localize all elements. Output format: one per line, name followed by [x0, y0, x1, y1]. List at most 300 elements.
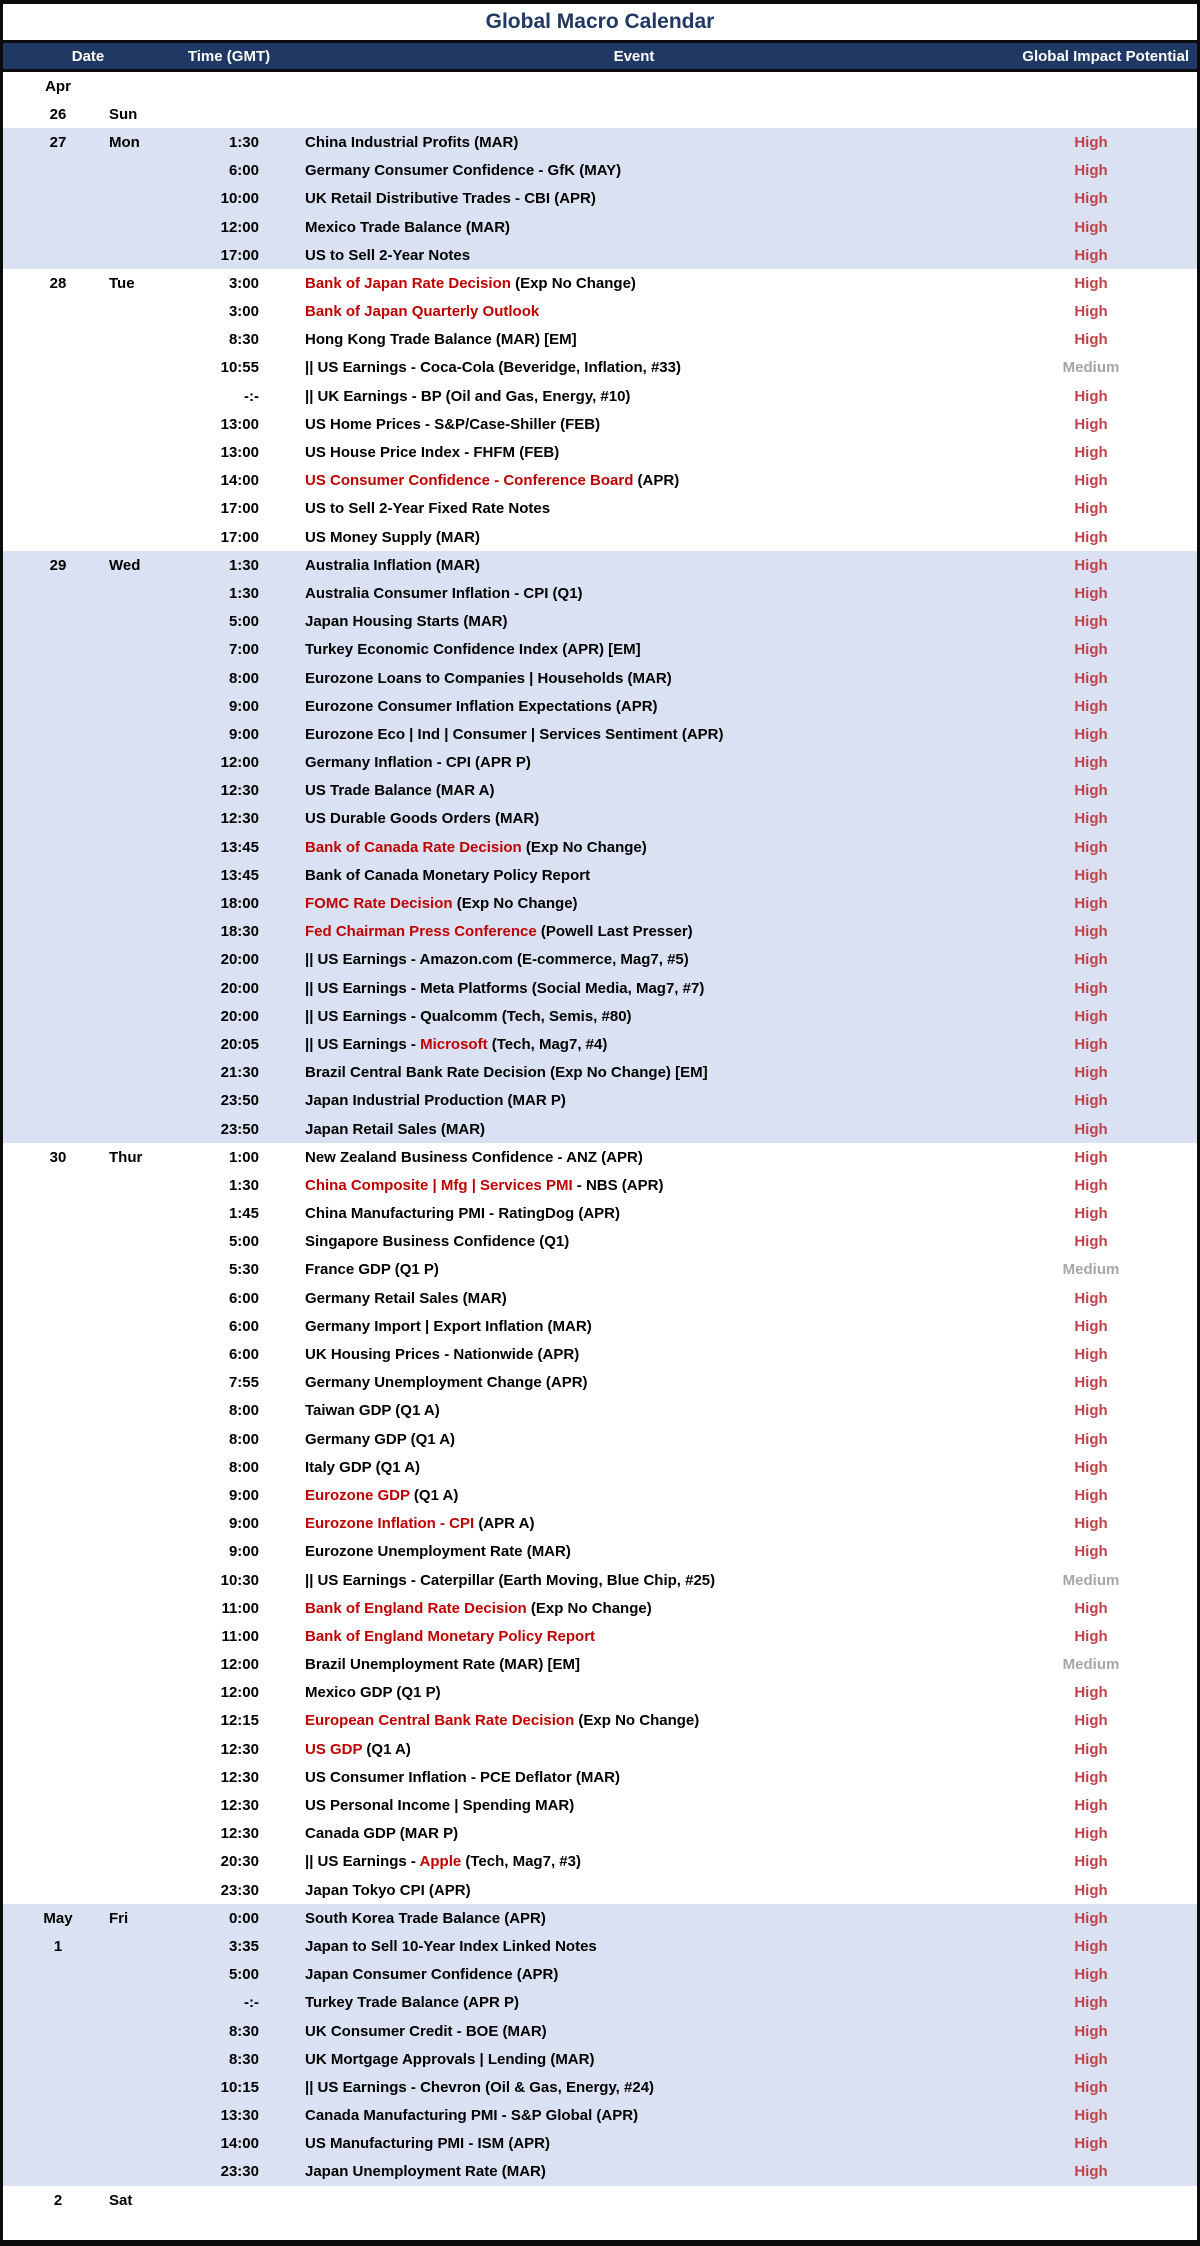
impact-cell: High — [1074, 1599, 1108, 1617]
impact-cell: High — [1074, 1825, 1108, 1843]
time-cell: 13:00 — [220, 444, 259, 462]
event-cell — [305, 190, 993, 207]
event-cell — [305, 1853, 993, 1870]
event-text: (Exp No Change) — [574, 1712, 700, 1730]
event-text: France GDP (Q1 P) — [305, 1261, 439, 1279]
impact-cell: High — [1074, 472, 1108, 490]
time-cell: 17:00 — [220, 246, 259, 264]
event-cell — [305, 1402, 993, 1419]
table-row — [3, 213, 1197, 241]
event-cell — [305, 2051, 993, 2068]
time-cell: 10:30 — [220, 1571, 259, 1589]
time-cell: 1:30 — [228, 133, 259, 151]
impact-cell: High — [1074, 697, 1108, 715]
impact-cell: High — [1074, 387, 1108, 405]
impact-cell: High — [1074, 979, 1108, 997]
table-row — [3, 410, 1197, 438]
event-cell — [305, 1261, 993, 1278]
date-cell: 28 — [49, 274, 67, 292]
table-row — [3, 1340, 1197, 1368]
table-row — [3, 1453, 1197, 1481]
time-cell: 8:00 — [228, 669, 259, 687]
time-cell: 17:00 — [220, 500, 259, 518]
event-text: Brazil Unemployment Rate (MAR) [EM] — [305, 1656, 581, 1674]
event-text: China Industrial Profits (MAR) — [305, 133, 519, 151]
event-cell — [305, 162, 993, 179]
table-row — [3, 833, 1197, 861]
event-cell — [305, 1515, 993, 1532]
table-row — [3, 1876, 1197, 1904]
event-cell — [305, 303, 993, 320]
event-text: Italy GDP (Q1 A) — [305, 1458, 421, 1476]
time-cell: 11:00 — [221, 1627, 259, 1645]
time-cell: 3:35 — [228, 1937, 259, 1955]
time-cell: 8:30 — [228, 2022, 259, 2040]
event-cell — [305, 754, 993, 771]
event-cell — [305, 951, 993, 968]
table-row — [3, 523, 1197, 551]
impact-cell: High — [1074, 303, 1108, 321]
impact-cell: High — [1074, 218, 1108, 236]
event-text: || US Earnings - Qualcomm (Tech, Semis, #80) — [305, 1007, 632, 1025]
impact-cell: High — [1074, 1233, 1108, 1251]
event-text: Japan Industrial Production (MAR P) — [305, 1092, 566, 1110]
event-cell — [305, 1938, 993, 1955]
impact-cell: High — [1074, 1205, 1108, 1223]
impact-cell: High — [1074, 951, 1108, 969]
event-cell — [305, 1712, 993, 1729]
time-cell: 6:00 — [228, 1317, 259, 1335]
day-cell: Mon — [109, 133, 140, 151]
impact-cell: High — [1074, 641, 1108, 659]
impact-cell: High — [1074, 866, 1108, 884]
event-cell — [305, 1290, 993, 1307]
event-cell — [305, 1741, 993, 1758]
impact-cell: High — [1074, 895, 1108, 913]
event-cell — [305, 1882, 993, 1899]
event-text: US Home Prices - S&P/Case-Shiller (FEB) — [305, 415, 601, 433]
impact-cell: High — [1074, 1994, 1108, 2012]
date-cell: 30 — [49, 1148, 67, 1166]
table-row — [3, 1002, 1197, 1030]
impact-cell: High — [1074, 1797, 1108, 1815]
event-cell — [305, 331, 993, 348]
event-text: || US Earnings - Caterpillar (Earth Moving, Blue Chip, #25) — [305, 1571, 716, 1589]
event-text-highlighted: Bank of Japan Rate Decision — [305, 274, 511, 292]
event-cell — [305, 1064, 993, 1081]
impact-cell: High — [1074, 2022, 1108, 2040]
event-text: Eurozone Consumer Inflation Expectations (APR) — [305, 697, 658, 715]
event-cell — [305, 247, 993, 264]
event-text: || US Earnings - — [305, 1035, 421, 1053]
impact-cell: High — [1074, 190, 1108, 208]
time-cell: 21:30 — [220, 1064, 259, 1082]
event-cell — [305, 444, 993, 461]
event-cell — [305, 134, 993, 151]
event-text: Japan Unemployment Rate (MAR) — [305, 2163, 546, 2181]
impact-cell: High — [1074, 1853, 1108, 1871]
table-row — [3, 1200, 1197, 1228]
impact-cell: High — [1074, 1148, 1108, 1166]
time-cell: 5:00 — [228, 1966, 259, 1984]
impact-cell: High — [1074, 444, 1108, 462]
event-cell — [305, 1036, 993, 1053]
time-cell: 20:05 — [220, 1035, 259, 1053]
impact-cell: High — [1074, 838, 1108, 856]
event-text: Mexico GDP (Q1 P) — [305, 1684, 441, 1702]
event-cell — [305, 1994, 993, 2011]
event-cell — [305, 980, 993, 997]
event-text: UK Housing Prices - Nationwide (APR) — [305, 1346, 580, 1364]
event-cell — [305, 1825, 993, 1842]
table-row — [3, 664, 1197, 692]
table-row — [3, 495, 1197, 523]
event-text: US Consumer Inflation - PCE Deflator (MAR) — [305, 1768, 621, 1786]
table-row — [3, 1932, 1197, 1960]
time-cell: 3:00 — [228, 274, 259, 292]
table-row — [3, 1848, 1197, 1876]
impact-cell: High — [1074, 162, 1108, 180]
impact-cell: High — [1074, 1346, 1108, 1364]
table-row — [3, 692, 1197, 720]
time-cell: 14:00 — [220, 472, 259, 490]
table-row — [3, 1228, 1197, 1256]
column-header-impact: Global Impact Potential — [1022, 47, 1189, 65]
time-cell: 6:00 — [228, 1346, 259, 1364]
impact-cell: High — [1074, 2078, 1108, 2096]
impact-cell: High — [1074, 1374, 1108, 1392]
event-text: (Exp No Change) — [452, 895, 578, 913]
event-text: Eurozone Eco | Ind | Consumer | Services Sentiment (APR) — [305, 725, 724, 743]
event-cell — [305, 2135, 993, 2152]
date-cell: May — [43, 1909, 73, 1927]
event-text: Taiwan GDP (Q1 A) — [305, 1402, 440, 1420]
event-text: Germany Unemployment Change (APR) — [305, 1374, 588, 1392]
event-cell — [305, 1008, 993, 1025]
event-text: Japan to Sell 10-Year Index Linked Notes — [305, 1937, 597, 1955]
event-text: US to Sell 2-Year Notes — [305, 246, 471, 264]
table-row — [3, 467, 1197, 495]
table-row — [3, 1961, 1197, 1989]
event-text: US Durable Goods Orders (MAR) — [305, 810, 540, 828]
event-cell — [305, 839, 993, 856]
column-header-date: Date — [71, 47, 105, 65]
event-text: (Exp No Change) — [521, 838, 647, 856]
time-cell: 18:00 — [220, 895, 259, 913]
event-text: (Q1 A) — [409, 1486, 459, 1504]
event-text: (Exp No Change) — [526, 1599, 652, 1617]
table-row — [3, 1820, 1197, 1848]
event-text: UK Retail Distributive Trades - CBI (APR) — [305, 190, 596, 208]
table-row — [3, 2186, 1197, 2214]
event-cell — [305, 1346, 993, 1363]
time-cell: -:- — [244, 387, 259, 405]
table-row — [3, 1538, 1197, 1566]
event-text-highlighted: Bank of England Monetary Policy Report — [305, 1627, 596, 1645]
date-cell: 1 — [53, 1937, 63, 1955]
event-text: UK Mortgage Approvals | Lending (MAR) — [305, 2050, 595, 2068]
event-text-highlighted: FOMC Rate Decision — [305, 895, 453, 913]
event-text: South Korea Trade Balance (APR) — [305, 1909, 546, 1927]
event-cell — [305, 500, 993, 517]
time-cell: 1:30 — [228, 1176, 259, 1194]
impact-cell: High — [1074, 584, 1108, 602]
event-cell — [305, 923, 993, 940]
impact-cell: High — [1074, 1486, 1108, 1504]
event-cell — [305, 895, 993, 912]
impact-cell: High — [1074, 2135, 1108, 2153]
table-row — [3, 1059, 1197, 1087]
event-cell — [305, 585, 993, 602]
time-cell: 6:00 — [228, 1289, 259, 1307]
time-cell: 13:45 — [220, 866, 259, 884]
time-cell: 12:00 — [220, 1684, 259, 1702]
event-cell — [305, 613, 993, 630]
time-cell: 23:50 — [220, 1092, 259, 1110]
table-row — [3, 1735, 1197, 1763]
event-text-highlighted: China Composite | Mfg | Services PMI — [305, 1176, 573, 1194]
event-cell — [305, 1233, 993, 1250]
time-cell: 9:00 — [228, 1486, 259, 1504]
event-cell — [305, 1121, 993, 1138]
event-text: || UK Earnings - BP (Oil and Gas, Energy, #10) — [305, 387, 631, 405]
time-cell: 20:00 — [220, 1007, 259, 1025]
table-row — [3, 269, 1197, 297]
time-cell: 1:30 — [228, 584, 259, 602]
event-text: Canada GDP (MAR P) — [305, 1825, 459, 1843]
impact-cell: High — [1074, 274, 1108, 292]
time-cell: 12:00 — [220, 754, 259, 772]
time-cell: 18:30 — [220, 923, 259, 941]
time-cell: 12:30 — [220, 1768, 259, 1786]
impact-cell: High — [1074, 1627, 1108, 1645]
event-text: (APR) — [633, 472, 680, 490]
column-header-event: Event — [613, 47, 655, 65]
calendar-rows — [3, 72, 1197, 2214]
table-row — [3, 2073, 1197, 2101]
table-row — [3, 1115, 1197, 1143]
event-cell — [305, 1149, 993, 1166]
table-row — [3, 2017, 1197, 2045]
table-row — [3, 1312, 1197, 1340]
table-row — [3, 1171, 1197, 1199]
table-row — [3, 1904, 1197, 1932]
date-cell: 2 — [53, 2191, 63, 2209]
event-text: - NBS (APR) — [572, 1176, 664, 1194]
table-row — [3, 946, 1197, 974]
impact-cell: High — [1074, 782, 1108, 800]
time-cell: 20:00 — [220, 951, 259, 969]
time-cell: 5:30 — [228, 1261, 259, 1279]
event-text: Turkey Economic Confidence Index (APR) [EM] — [305, 641, 641, 659]
table-row — [3, 438, 1197, 466]
time-cell: 10:15 — [220, 2078, 259, 2096]
event-cell — [305, 810, 993, 827]
event-text-highlighted: Eurozone Inflation - CPI — [305, 1515, 475, 1533]
event-text: Mexico Trade Balance (MAR) — [305, 218, 511, 236]
impact-cell: High — [1074, 2107, 1108, 2125]
table-row — [3, 1481, 1197, 1509]
time-cell: 8:00 — [228, 1430, 259, 1448]
impact-cell: Medium — [1062, 1656, 1120, 1674]
event-cell — [305, 557, 993, 574]
time-cell: 6:00 — [228, 162, 259, 180]
table-row — [3, 1087, 1197, 1115]
date-cell: 27 — [49, 133, 67, 151]
event-text: US Money Supply (MAR) — [305, 528, 480, 546]
time-cell: 5:00 — [228, 1233, 259, 1251]
event-text: US Personal Income | Spending MAR) — [305, 1797, 575, 1815]
event-cell — [305, 782, 993, 799]
table-row — [3, 918, 1197, 946]
event-cell — [305, 726, 993, 743]
impact-cell: High — [1074, 1176, 1108, 1194]
event-text: || US Earnings - Chevron (Oil & Gas, Energy, #24) — [305, 2078, 655, 2096]
impact-cell: High — [1074, 1684, 1108, 1702]
table-row — [3, 749, 1197, 777]
time-cell: 10:55 — [220, 359, 259, 377]
event-text: Brazil Central Bank Rate Decision (Exp No Change) [EM] — [305, 1064, 708, 1082]
table-row — [3, 1679, 1197, 1707]
table-row — [3, 100, 1197, 128]
impact-cell: High — [1074, 1712, 1108, 1730]
table-row — [3, 298, 1197, 326]
time-cell: 13:00 — [220, 415, 259, 433]
event-text: Germany Retail Sales (MAR) — [305, 1289, 507, 1307]
impact-cell: Medium — [1062, 1571, 1120, 1589]
event-cell — [305, 472, 993, 489]
impact-cell: High — [1074, 500, 1108, 518]
table-row — [3, 2102, 1197, 2130]
event-text-highlighted: Microsoft — [420, 1035, 488, 1053]
event-cell — [305, 1487, 993, 1504]
event-text: Japan Consumer Confidence (APR) — [305, 1966, 559, 1984]
event-cell — [305, 1431, 993, 1448]
event-cell — [305, 1374, 993, 1391]
time-cell: 0:00 — [228, 1909, 259, 1927]
time-cell: 3:00 — [228, 303, 259, 321]
event-cell — [305, 1572, 993, 1589]
table-row — [3, 2130, 1197, 2158]
time-cell: 1:30 — [228, 556, 259, 574]
event-text: Singapore Business Confidence (Q1) — [305, 1233, 570, 1251]
impact-cell: High — [1074, 1740, 1108, 1758]
event-cell — [305, 1092, 993, 1109]
table-row — [3, 1763, 1197, 1791]
column-header-time: Time (GMT) — [187, 47, 271, 65]
table-row — [3, 579, 1197, 607]
impact-cell: High — [1074, 1402, 1108, 1420]
event-cell — [305, 1205, 993, 1222]
event-text: Germany Inflation - CPI (APR P) — [305, 754, 531, 772]
event-cell — [305, 2023, 993, 2040]
event-cell — [305, 2079, 993, 2096]
impact-cell: High — [1074, 1289, 1108, 1307]
table-row — [3, 1622, 1197, 1650]
table-row — [3, 2045, 1197, 2073]
event-text: Canada Manufacturing PMI - S&P Global (APR) — [305, 2107, 639, 2125]
event-cell — [305, 1797, 993, 1814]
event-cell — [305, 1684, 993, 1701]
time-cell: 12:00 — [220, 218, 259, 236]
time-cell: 1:45 — [228, 1205, 259, 1223]
impact-cell: High — [1074, 1064, 1108, 1082]
day-cell: Sun — [109, 105, 138, 123]
time-cell: 12:15 — [220, 1712, 259, 1730]
time-cell: 9:00 — [228, 1515, 259, 1533]
impact-cell: High — [1074, 1909, 1108, 1927]
event-text: Germany Consumer Confidence - GfK (MAY) — [305, 162, 622, 180]
impact-cell: High — [1074, 1458, 1108, 1476]
table-row — [3, 1651, 1197, 1679]
impact-cell: High — [1074, 923, 1108, 941]
day-cell: Thur — [109, 1148, 143, 1166]
table-row — [3, 157, 1197, 185]
event-text: || US Earnings - Meta Platforms (Social Media, Mag7, #7) — [305, 979, 705, 997]
table-row — [3, 974, 1197, 1002]
event-text: Bank of Canada Monetary Policy Report — [305, 866, 591, 884]
event-cell — [305, 1600, 993, 1617]
event-text-highlighted: Apple — [419, 1853, 462, 1871]
event-text: (Powell Last Presser) — [536, 923, 693, 941]
event-cell — [305, 1966, 993, 1983]
impact-cell: High — [1074, 2050, 1108, 2068]
impact-cell: Medium — [1062, 359, 1120, 377]
date-cell: 26 — [49, 105, 67, 123]
time-cell: 13:30 — [220, 2107, 259, 2125]
impact-cell: High — [1074, 1007, 1108, 1025]
table-row — [3, 1256, 1197, 1284]
event-cell — [305, 388, 993, 405]
table-row — [3, 326, 1197, 354]
time-cell: 8:30 — [228, 2050, 259, 2068]
table-row — [3, 1510, 1197, 1538]
event-text: (Tech, Mag7, #4) — [487, 1035, 608, 1053]
event-text: Japan Housing Starts (MAR) — [305, 613, 508, 631]
table-row — [3, 1791, 1197, 1819]
event-text: Eurozone Loans to Companies | Households (MAR) — [305, 669, 672, 687]
event-text: Japan Tokyo CPI (APR) — [305, 1881, 471, 1899]
day-cell: Wed — [109, 556, 141, 574]
event-cell — [305, 1318, 993, 1335]
time-cell: 7:00 — [228, 641, 259, 659]
time-cell: 9:00 — [228, 697, 259, 715]
table-row — [3, 861, 1197, 889]
event-cell — [305, 275, 993, 292]
impact-cell: High — [1074, 2163, 1108, 2181]
time-cell: 10:00 — [220, 190, 259, 208]
event-cell — [305, 670, 993, 687]
time-cell: 7:55 — [228, 1374, 259, 1392]
event-text-highlighted: US Consumer Confidence - Conference Board — [305, 472, 634, 490]
event-cell — [305, 529, 993, 546]
time-cell: 11:00 — [221, 1599, 259, 1617]
event-text: Germany Import | Export Inflation (MAR) — [305, 1317, 592, 1335]
event-text: US House Price Index - FHFM (FEB) — [305, 444, 560, 462]
event-text: Japan Retail Sales (MAR) — [305, 1120, 486, 1138]
event-cell — [305, 641, 993, 658]
table-row — [3, 128, 1197, 156]
event-text: (Exp No Change) — [510, 274, 636, 292]
event-text-highlighted: Fed Chairman Press Conference — [305, 923, 537, 941]
table-row — [3, 1030, 1197, 1058]
table-row — [3, 1594, 1197, 1622]
date-cell: 29 — [49, 556, 67, 574]
table-row — [3, 805, 1197, 833]
event-text: (Q1 A) — [362, 1740, 411, 1758]
time-cell: 12:30 — [220, 1740, 259, 1758]
time-cell: 12:30 — [220, 1825, 259, 1843]
